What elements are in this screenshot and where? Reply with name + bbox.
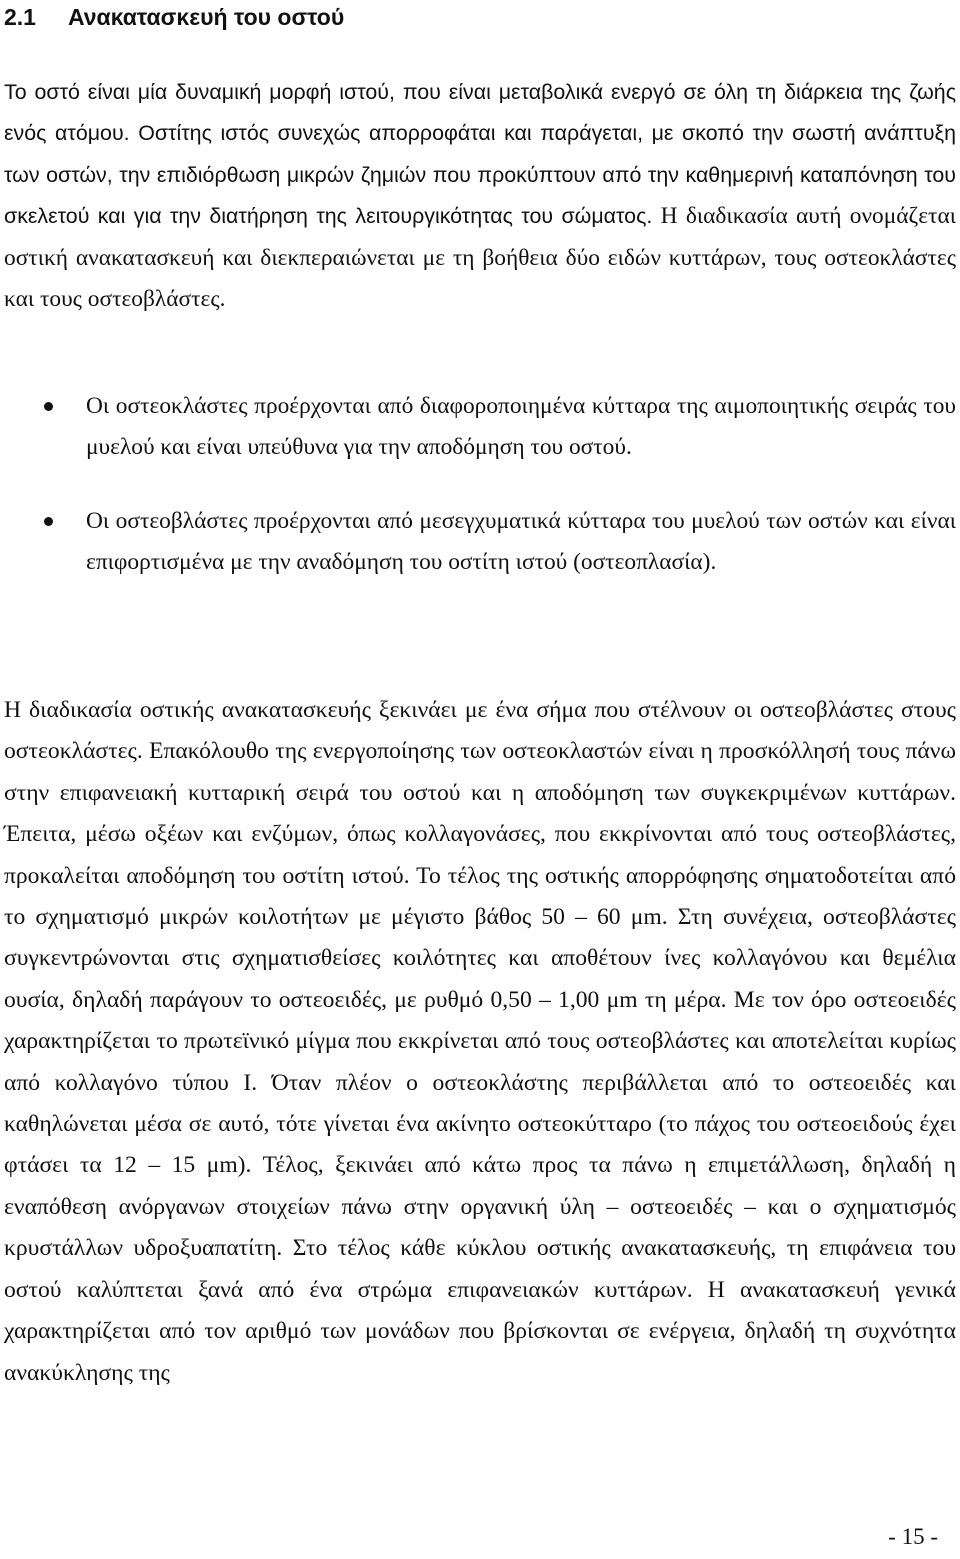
section-heading: [4, 0, 344, 34]
section-title: Ανακατασκευή του οστού: [68, 4, 345, 30]
bullet-icon: [44, 517, 53, 526]
main-paragraph: Η διαδικασία οστικής ανακατασκευής ξεκινάει με ένα σήμα που στέλνουν οι οστεοβλάστες στους οστεοκλάστες. Επακόλουθο της ενεργοποίησης των οστεοκλαστών είναι η προσκόλλησή τους πάνω στην επιφανειακή κυτταρική σειρά του οστού και η αποδόμηση των συγκεκριμένων κυττάρων. Έπειτα, μέσω οξέων και ενζύμων, όπως κολλαγονάσες, που εκκρίνονται από τους οστεοβλάστες, προκαλείται αποδόμηση του οστίτη ιστού. Το τέλος της οστικής απορρόφησης σηματοδοτείται από το σχηματισμό μικρών κοιλοτήτων με μέγιστο βάθος 50 – 60 μm. Στη συνέχεια, οστεοβλάστες συγκεντρώνονται στις σχηματισθείσες κοιλότητες και αποθέτουν ίνες κολλαγόνου και θεμέλια ουσία, δηλαδή παράγουν το οστεοειδές, με ρυθμό 0,50 – 1,00 μm τη μέρα. Με τον όρο οστεοειδές χαρακτηρίζεται το πρωτεϊνικό μίγμα που εκκρίνεται από τους οστεοβλάστες και αποτελείται κυρίως από κολλαγόνο τύπου Ι. Όταν πλέον ο οστεοκλάστης περιβάλλεται από το οστεοειδές και καθηλώνεται μέσα σε αυτό, τότε γίνεται ένα ακίνητο οστεοκύτταρο (το πάχος του οστεοειδούς έχει φτάσει τα 12 – 15 μm). Τέλος, ξεκινάει από κάτω προς τα πάνω η επιμετάλλωση, δηλαδή η εναπόθεση ανόργανων στοιχείων πάνω στην οργανική ύλη – οστεοειδές – και ο σχηματισμός κρυστάλλων υδροξυαπατίτη. Στο τέλος κάθε κύκλου οστικής ανακατασκευής, τη επιφάνεια του οστού καλύπτεται ξανά από ένα στρώμα επιφανειακών κυττάρων. Η ανακατασκευή γενικά χαρακτηρίζεται από τον αριθμό των μονάδων που βρίσκονται σε ενέργεια, δηλαδή τη συχνότητα ανακύκλησης της: [4, 697, 956, 1386]
bullet-text: Οι οστεοκλάστες προέρχονται από διαφοροποιημένα κύτταρα της αιμοποιητικής σειράς του μυελού και είναι υπεύθυνα για την αποδόμηση του οστού.: [86, 393, 956, 461]
bullet-icon: [44, 402, 53, 411]
intro-paragraph-part-1: Το οστό είναι μία δυναμική μορφή ιστού, που είναι μεταβολικά ενεργό σε όλη τη διάρκεια της ζωής ενός ατόμου.: [4, 80, 956, 146]
intro-paragraph: [4, 72, 956, 320]
intro-paragraph-part-3: Η διαδικασία αυτή ονομάζεται οστική ανακατασκευή και διεκπεραιώνεται με τη βοήθεια δύο ειδών κυττάρων, τους οστεοκλάστες και τους οστεοβλάστες.: [4, 203, 956, 313]
bullet-list: [0, 386, 960, 616]
bullet-text: Οι οστεοβλάστες προέρχονται από μεσεγχυματικά κύτταρα του μυελού των οστών και είναι επιφορτισμένα με την αναδόμηση του οστίτη ιστού (οστεοπλασία).: [86, 507, 956, 576]
page-number: - 15 -: [888, 1524, 938, 1549]
list-item: [0, 386, 956, 469]
list-item: [0, 501, 956, 584]
intro-paragraph-part-2: Οστίτης ιστός συνεχώς απορροφάται και παράγεται, με σκοπό την σωστή ανάπτυξη των οστών, την επιδιόρθωση μικρών ζημιών που προκύπτουν από την καθημερινή καταπόνηση του σκελετού και για την διατήρηση της λειτουργικότητας του σώματος.: [4, 121, 956, 229]
section-number: 2.1: [4, 4, 36, 30]
